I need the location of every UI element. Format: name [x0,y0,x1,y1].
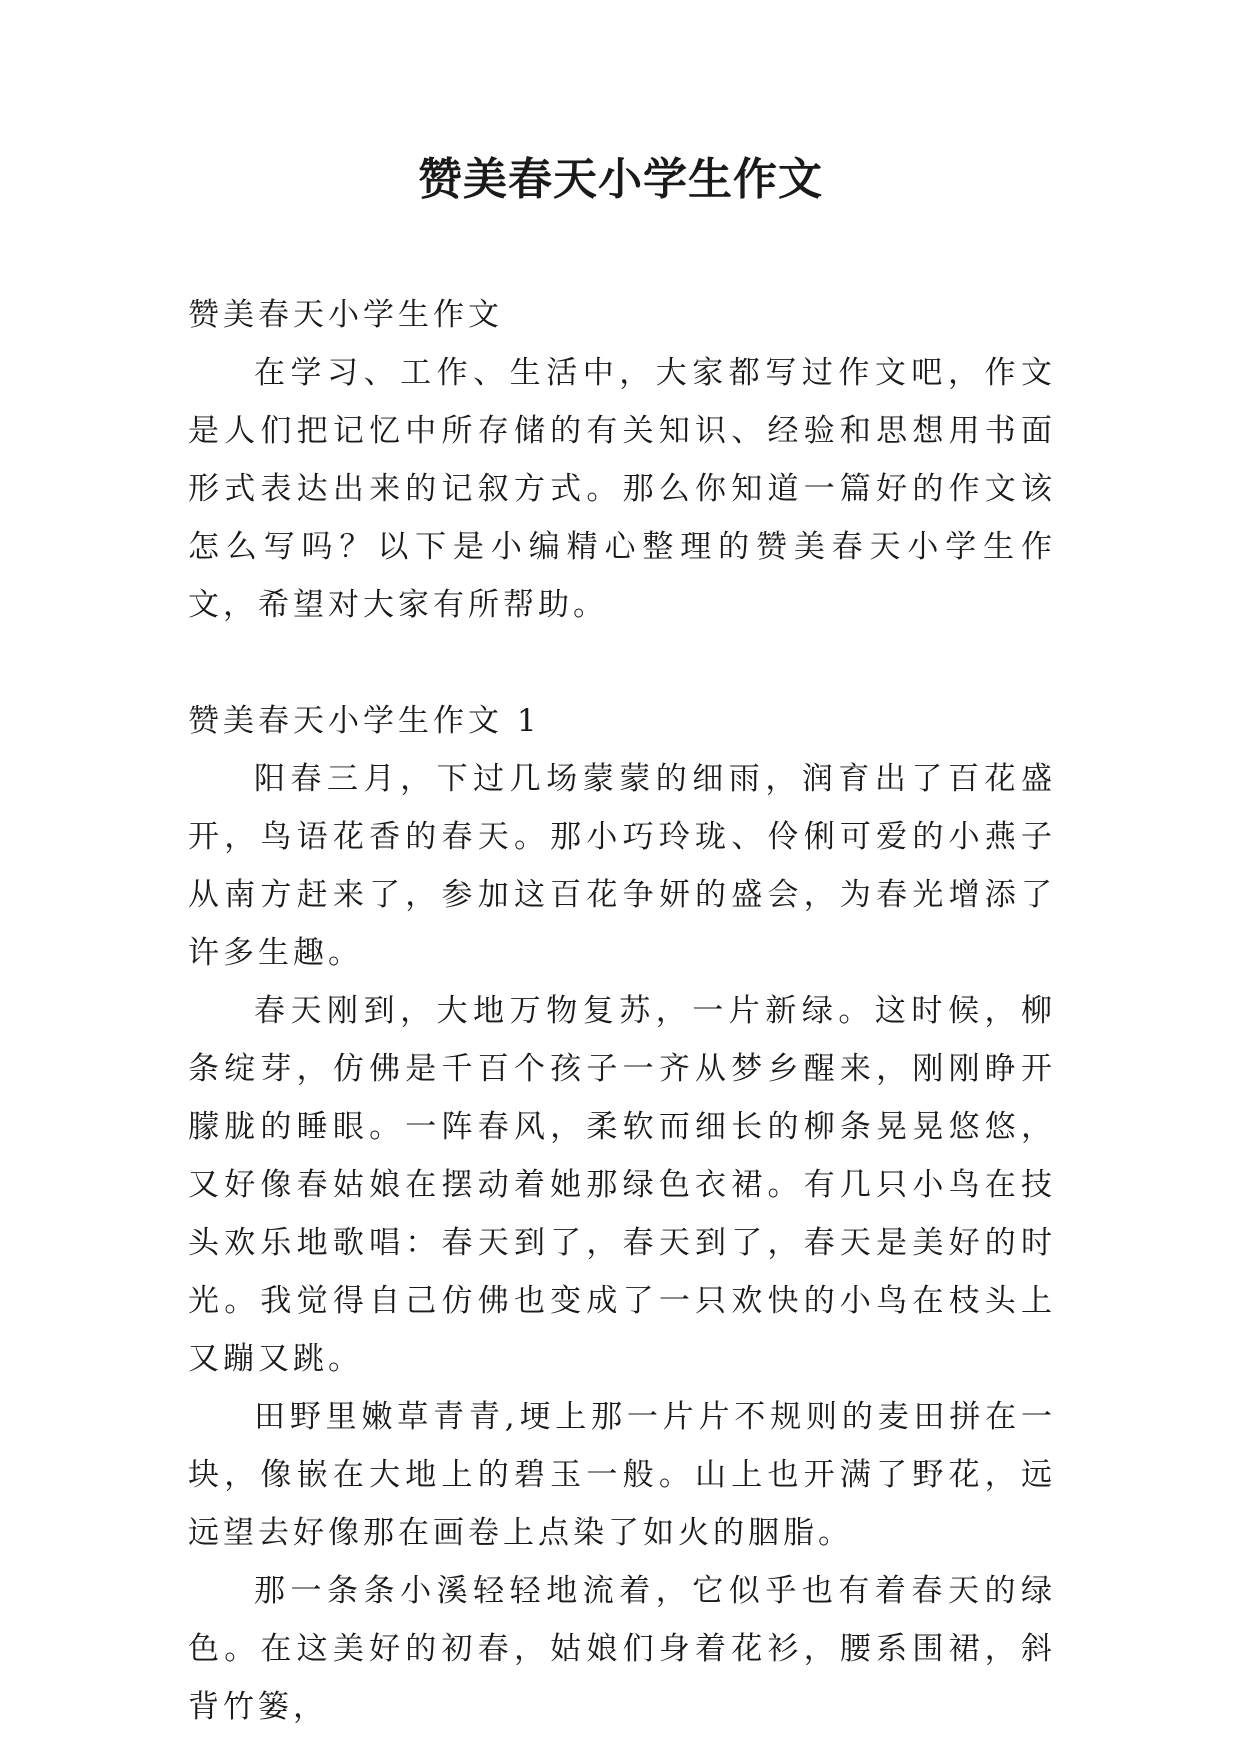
body-paragraph: 春天刚到，大地万物复苏，一片新绿。这时候，柳条绽芽，仿佛是千百个孩子一齐从梦乡醒来，刚刚睁开朦胧的睡眼。一阵春风，柔软而细长的柳条晃晃悠悠，又好像春姑娘在摆动着她那绿色衣裙。有几只小鸟在技头欢乐地歌唱：春天到了，春天到了，春天是美好的时光。我觉得自己仿佛也变成了一只欢快的小鸟在枝头上又蹦又跳。 [188,993,1056,1377]
body-paragraph: 田野里嫩草青青,埂上那一片片不规则的麦田拼在一块，像嵌在大地上的碧玉一般。山上也开满了野花，远远望去好像那在画卷上点染了如火的胭脂。 [188,1399,1056,1551]
body-paragraph: 那一条条小溪轻轻地流着，它似乎也有着春天的绿色。在这美好的初春，姑娘们身着花衫，腰系围裙，斜背竹篓， [188,1573,1056,1725]
section-heading: 赞美春天小学生作文 1 [188,703,541,739]
document-title: 赞美春天小学生作文 [418,154,823,205]
section-spacer [188,634,1056,692]
intro-paragraph: 在学习、工作、生活中，大家都写过作文吧，作文是人们把记忆中所存储的有关知识、经验和思想用书面形式表达出来的记叙方式。那么你知道一篇好的作文该怎么写吗？以下是小编精心整理的赞美春天小学生作文，希望对大家有所帮助。 [188,355,1056,623]
document-subtitle: 赞美春天小学生作文 [188,297,503,333]
document-body [188,286,1056,1736]
body-paragraph: 阳春三月，下过几场蒙蒙的细雨，润育出了百花盛开，鸟语花香的春天。那小巧玲珑、伶俐可爱的小燕子从南方赶来了，参加这百花争妍的盛会，为春光增添了许多生趣。 [188,761,1056,971]
